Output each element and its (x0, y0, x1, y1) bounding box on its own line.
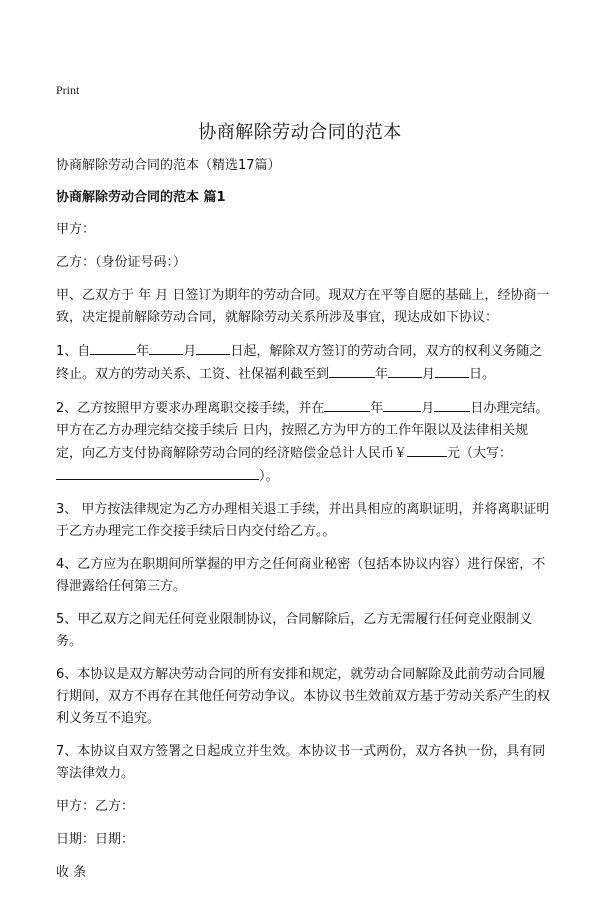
clause-4: 4、乙方应为在职期间所掌握的甲方之任何商业秘密（包括本协议内容）进行保密，不得泄露给任何第三方。 (56, 557, 546, 594)
clause-2-text-b: 年 (370, 401, 384, 416)
clause-1-text-b: 年 (136, 344, 150, 359)
clause-1-text-c: 月 (183, 344, 197, 359)
blank-amount (407, 442, 447, 457)
section-heading: 协商解除劳动合同的范本 篇1 (56, 190, 226, 205)
intro-paragraph: 甲、乙双方于 年 月 日签订为期年的劳动合同。现双方在平等自愿的基础上，经协商一致，决定提前解除劳动合同，就解除劳动关系所涉及事宜，现达成如下协议： (56, 288, 550, 325)
clause-2-text-c: 月 (421, 401, 435, 416)
blank-year (324, 397, 370, 412)
clause-3: 3、 甲方按法律规定为乙方办理相关退工手续，并出具相应的离职证明，并将离职证明于乙方办理完工作交接手续后日内交付给乙方。。 (56, 502, 550, 539)
clause-1-text-f: 月 (422, 367, 436, 382)
clause-2 (56, 397, 552, 488)
blank-year (90, 340, 136, 355)
clause-2-text-a: 2、乙方按照甲方要求办理离职交接手续，并在 (56, 401, 325, 416)
clause-1 (56, 340, 552, 386)
signature-line: 甲方：乙方： (56, 799, 135, 814)
clause-2-text-e: 元（大写： (447, 446, 513, 461)
clause-2-text-f: ）。 (259, 469, 279, 484)
party-a-line: 甲方： (56, 222, 96, 237)
party-b-line: 乙方：（身份证号码：） (56, 255, 187, 270)
clause-5: 5、甲乙双方之间无任何竞业限制协议，合同解除后，乙方无需履行任何竞业限制义务。 (56, 612, 533, 649)
blank-day (434, 397, 470, 412)
receipt-heading: 收 条 (56, 865, 87, 880)
clause-1-text-e: 年 (375, 367, 389, 382)
document-subtitle: 协商解除劳动合同的范本（精选17篇） (56, 158, 281, 173)
print-link[interactable]: Print (56, 83, 80, 97)
clause-1-text-d: 日起，解除双方签订的劳动合同，双方的权利义务随之终止。双方的劳动关系、工资、社保福利截至到 (56, 344, 543, 382)
blank-day (196, 340, 230, 355)
blank-month (388, 363, 422, 378)
blank-year (329, 363, 375, 378)
clause-1-text-g: 日。 (469, 367, 496, 382)
clause-7: 7、本协议自双方签署之日起成立并生效。本协议书一式两份，双方各执一份，具有同等法律效力。 (56, 744, 546, 781)
document-title: 协商解除劳动合同的范本 (198, 122, 402, 143)
blank-amount-words (56, 465, 259, 480)
blank-month (149, 340, 183, 355)
document-body (56, 155, 552, 895)
blank-month (383, 397, 421, 412)
clause-2-text-d: 日办理完结。甲方在乙方办理完结交接手续后 日内，按照乙方为甲方的工作年限以及法律相关规定，向乙方支付协商解除劳动合同的经济赔偿金总计人民币￥ (56, 401, 549, 461)
clause-6: 6、本协议是双方解决劳动合同的所有安排和规定，就劳动合同解除及此前劳动合同履行期间，双方不再存在其他任何劳动争议。本协议书生效前双方基于劳动关系产生的权利义务互不追究。 (56, 667, 551, 726)
date-line: 日期：日期： (56, 832, 135, 847)
blank-day (435, 363, 469, 378)
clause-1-text-a: 1、自 (56, 344, 91, 359)
